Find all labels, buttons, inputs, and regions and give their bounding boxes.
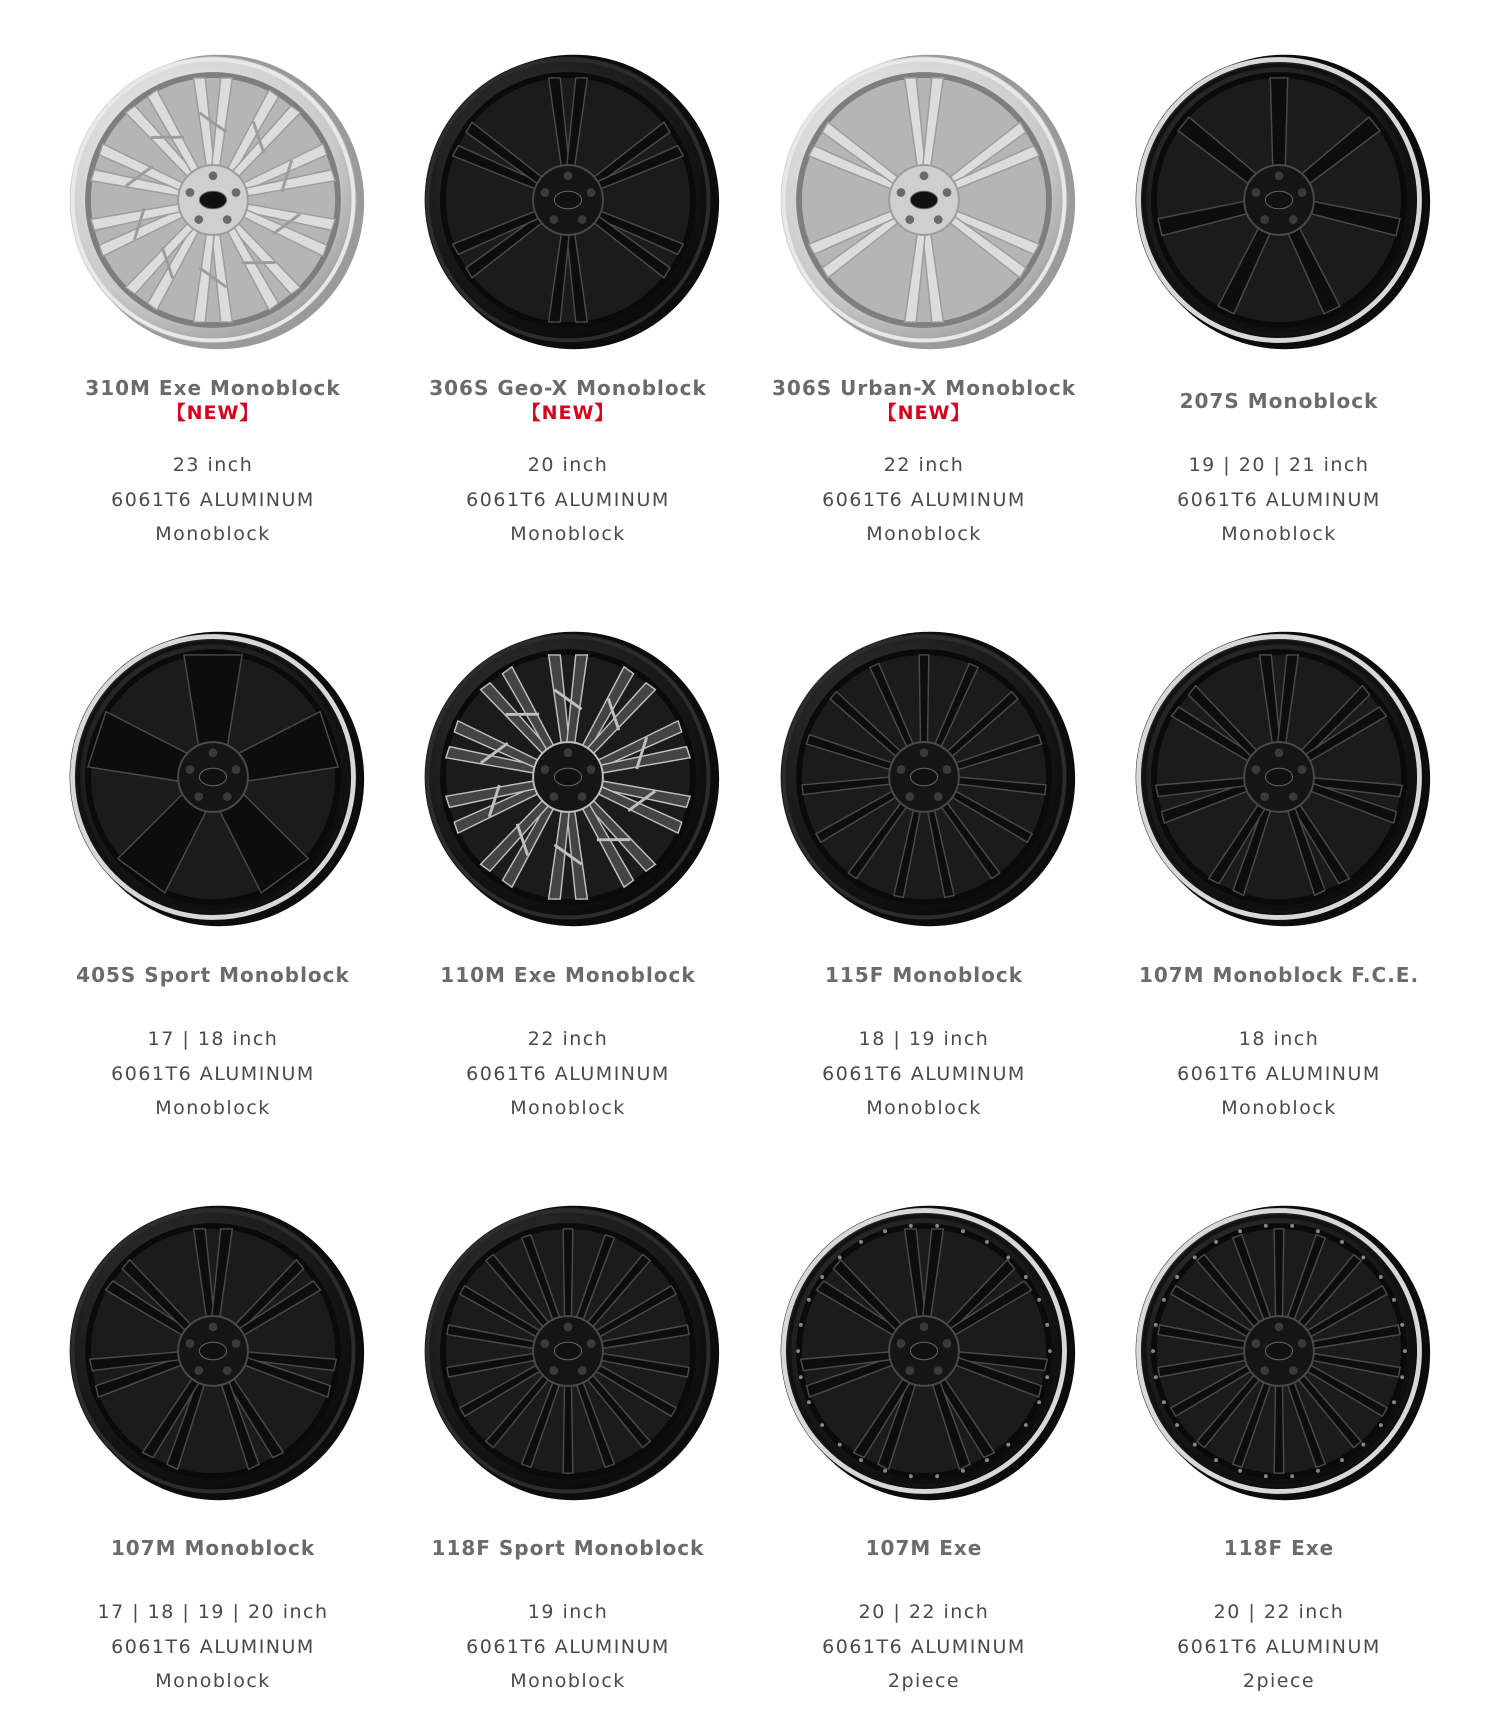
product-material: 6061T6 ALUMINUM bbox=[466, 488, 670, 511]
product-construction: 2piece bbox=[887, 1670, 961, 1692]
product-name[interactable]: 115F Monoblock bbox=[824, 963, 1024, 987]
product-name[interactable]: 306S Geo-X Monoblock bbox=[429, 376, 707, 400]
product-name[interactable]: 110M Exe Monoblock bbox=[440, 963, 696, 987]
product-sizes: 20 inch bbox=[527, 454, 609, 476]
new-badge: 【NEW】 bbox=[877, 402, 971, 424]
product-construction: Monoblock bbox=[510, 523, 626, 545]
product-construction: Monoblock bbox=[1221, 523, 1337, 545]
wheel-icon[interactable] bbox=[769, 1196, 1079, 1506]
product-name[interactable]: 107M Monoblock bbox=[110, 1536, 316, 1560]
product-sizes: 20 | 22 inch bbox=[1213, 1601, 1345, 1623]
product-sizes: 17 | 18 inch bbox=[147, 1028, 279, 1050]
product-material: 6061T6 ALUMINUM bbox=[1177, 1062, 1381, 1085]
product-name[interactable]: 207S Monoblock bbox=[1179, 389, 1379, 413]
product-material: 6061T6 ALUMINUM bbox=[1177, 488, 1381, 511]
wheel-icon[interactable] bbox=[58, 1196, 368, 1506]
product-name[interactable]: 118F Exe bbox=[1223, 1536, 1335, 1560]
product-construction: Monoblock bbox=[155, 1670, 271, 1692]
product-material: 6061T6 ALUMINUM bbox=[822, 1062, 1026, 1085]
product-card[interactable] bbox=[35, 0, 391, 1692]
product-material: 6061T6 ALUMINUM bbox=[111, 488, 315, 511]
product-material: 6061T6 ALUMINUM bbox=[1177, 1635, 1381, 1658]
product-sizes: 22 inch bbox=[527, 1028, 609, 1050]
wheel-icon[interactable] bbox=[1124, 1196, 1434, 1506]
product-sizes: 17 | 18 | 19 | 20 inch bbox=[97, 1601, 329, 1623]
product-sizes: 22 inch bbox=[883, 454, 965, 476]
product-construction: Monoblock bbox=[510, 1097, 626, 1119]
product-sizes: 19 inch bbox=[527, 1601, 609, 1623]
product-card[interactable] bbox=[390, 0, 746, 1692]
product-construction: Monoblock bbox=[866, 523, 982, 545]
product-construction: 2piece bbox=[1242, 1670, 1316, 1692]
product-sizes: 18 inch bbox=[1238, 1028, 1320, 1050]
product-material: 6061T6 ALUMINUM bbox=[822, 1635, 1026, 1658]
product-name[interactable]: 405S Sport Monoblock bbox=[76, 963, 350, 987]
product-material: 6061T6 ALUMINUM bbox=[822, 488, 1026, 511]
product-material: 6061T6 ALUMINUM bbox=[466, 1062, 670, 1085]
product-name[interactable]: 107M Exe bbox=[865, 1536, 983, 1560]
product-construction: Monoblock bbox=[1221, 1097, 1337, 1119]
product-name[interactable]: 118F Sport Monoblock bbox=[431, 1536, 705, 1560]
new-badge: 【NEW】 bbox=[521, 402, 615, 424]
product-name[interactable]: 107M Monoblock F.C.E. bbox=[1138, 963, 1420, 987]
product-sizes: 20 | 22 inch bbox=[858, 1601, 990, 1623]
product-sizes: 18 | 19 inch bbox=[858, 1028, 990, 1050]
product-material: 6061T6 ALUMINUM bbox=[111, 1635, 315, 1658]
product-construction: Monoblock bbox=[510, 1670, 626, 1692]
product-material: 6061T6 ALUMINUM bbox=[111, 1062, 315, 1085]
product-construction: Monoblock bbox=[866, 1097, 982, 1119]
product-name[interactable]: 310M Exe Monoblock bbox=[85, 376, 341, 400]
product-construction: Monoblock bbox=[155, 1097, 271, 1119]
product-sizes: 23 inch bbox=[172, 454, 254, 476]
product-sizes: 19 | 20 | 21 inch bbox=[1188, 454, 1370, 476]
wheel-icon[interactable] bbox=[413, 1196, 723, 1506]
product-name[interactable]: 306S Urban-X Monoblock bbox=[771, 376, 1076, 400]
product-material: 6061T6 ALUMINUM bbox=[466, 1635, 670, 1658]
product-construction: Monoblock bbox=[155, 523, 271, 545]
product-card[interactable] bbox=[1101, 0, 1457, 1692]
product-card[interactable] bbox=[746, 0, 1102, 1692]
new-badge: 【NEW】 bbox=[166, 402, 260, 424]
